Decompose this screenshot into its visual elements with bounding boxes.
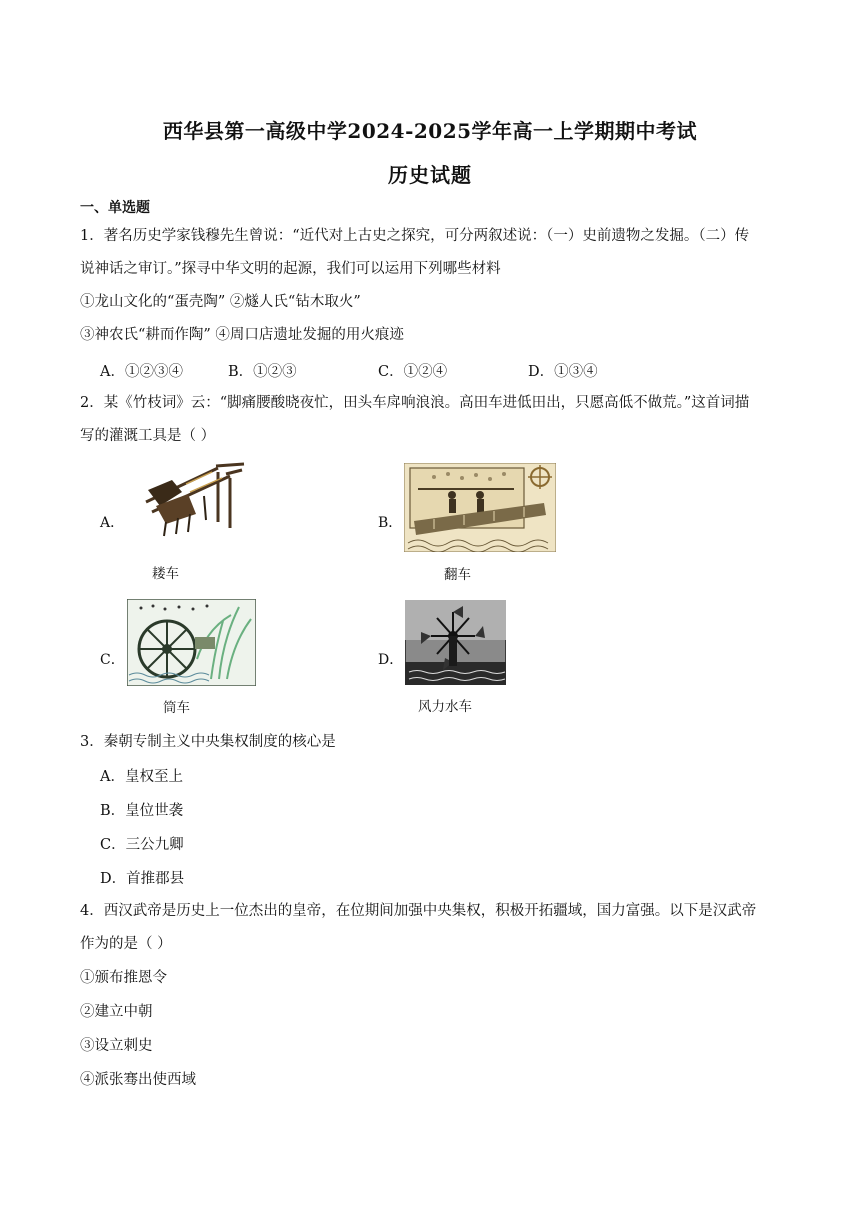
seed-drill-image [126,462,248,540]
q1-stem-line-2: 说神话之审订。”探寻中华文明的起源，我们可以运用下列哪些材料 [80,261,501,277]
q4-item-3: ③设立刺史 [80,1038,153,1054]
q2-option-c-letter[interactable]: C． [100,652,125,668]
q1-stem-line-1: 1．著名历史学家钱穆先生曾说：“近代对上古史之探究，可分两叙述说：（一）史前遗物之发掘。（二）传 [80,228,750,244]
q1-option-d[interactable]: D．①③④ [528,364,598,380]
q1-option-b[interactable]: B．①②③ [228,364,297,380]
q4-item-4: ④派张骞出使西域 [80,1072,196,1088]
q3-option-d[interactable]: D．首推郡县 [100,871,185,887]
q2-option-d-caption: 风力水车 [418,699,472,715]
wind-powered-waterwheel-image [405,600,506,685]
q4-item-2: ②建立中朝 [80,1004,153,1020]
q2-option-b-caption: 翻车 [444,567,471,583]
q4-item-1: ①颁布推恩令 [80,970,167,986]
section-heading: 一、单选题 [80,200,150,216]
q4-stem-line-1: 4．西汉武帝是历史上一位杰出的皇帝，在位期间加强中央集权，积极开拓疆域，国力富强。以下是汉武帝 [80,903,757,919]
q1-item-line-2: ③神农氏“耕而作陶” ④周口店遗址发掘的用火痕迹 [80,327,404,343]
noria-waterwheel-image [127,599,256,686]
q2-option-c-caption: 筒车 [163,700,190,716]
q1-option-c[interactable]: C．①②④ [378,364,448,380]
q1-option-a[interactable]: A．①②③④ [100,364,183,380]
q1-item-line-1: ①龙山文化的“蛋壳陶” ②燧人氏“钻木取火” [80,294,361,310]
q2-option-d-letter[interactable]: D． [378,652,404,668]
square-pallet-chain-pump-image [404,463,556,552]
q2-option-b-letter[interactable]: B． [378,515,403,531]
q4-stem-line-2: 作为的是（ ） [80,936,172,952]
q2-option-a-letter[interactable]: A． [100,515,125,531]
q3-option-c[interactable]: C．三公九卿 [100,837,184,853]
q3-option-a[interactable]: A．皇权至上 [100,769,183,785]
exam-title: 西华县第一高级中学2024-2025学年高一上学期期中考试 [162,119,698,143]
q2-stem-line-2: 写的灌溉工具是（ ） [80,428,216,444]
exam-subtitle: 历史试题 [388,163,472,187]
q2-option-a-caption: 耧车 [152,566,179,582]
q2-stem-line-1: 2．某《竹枝词》云：“脚痛腰酸晓夜忙，田头车戽响浪浪。高田车进低田出，只愿高低不做荒。”这首词描 [80,395,750,411]
q3-option-b[interactable]: B．皇位世袭 [100,803,184,819]
q3-stem: 3．秦朝专制主义中央集权制度的核心是 [80,734,336,750]
